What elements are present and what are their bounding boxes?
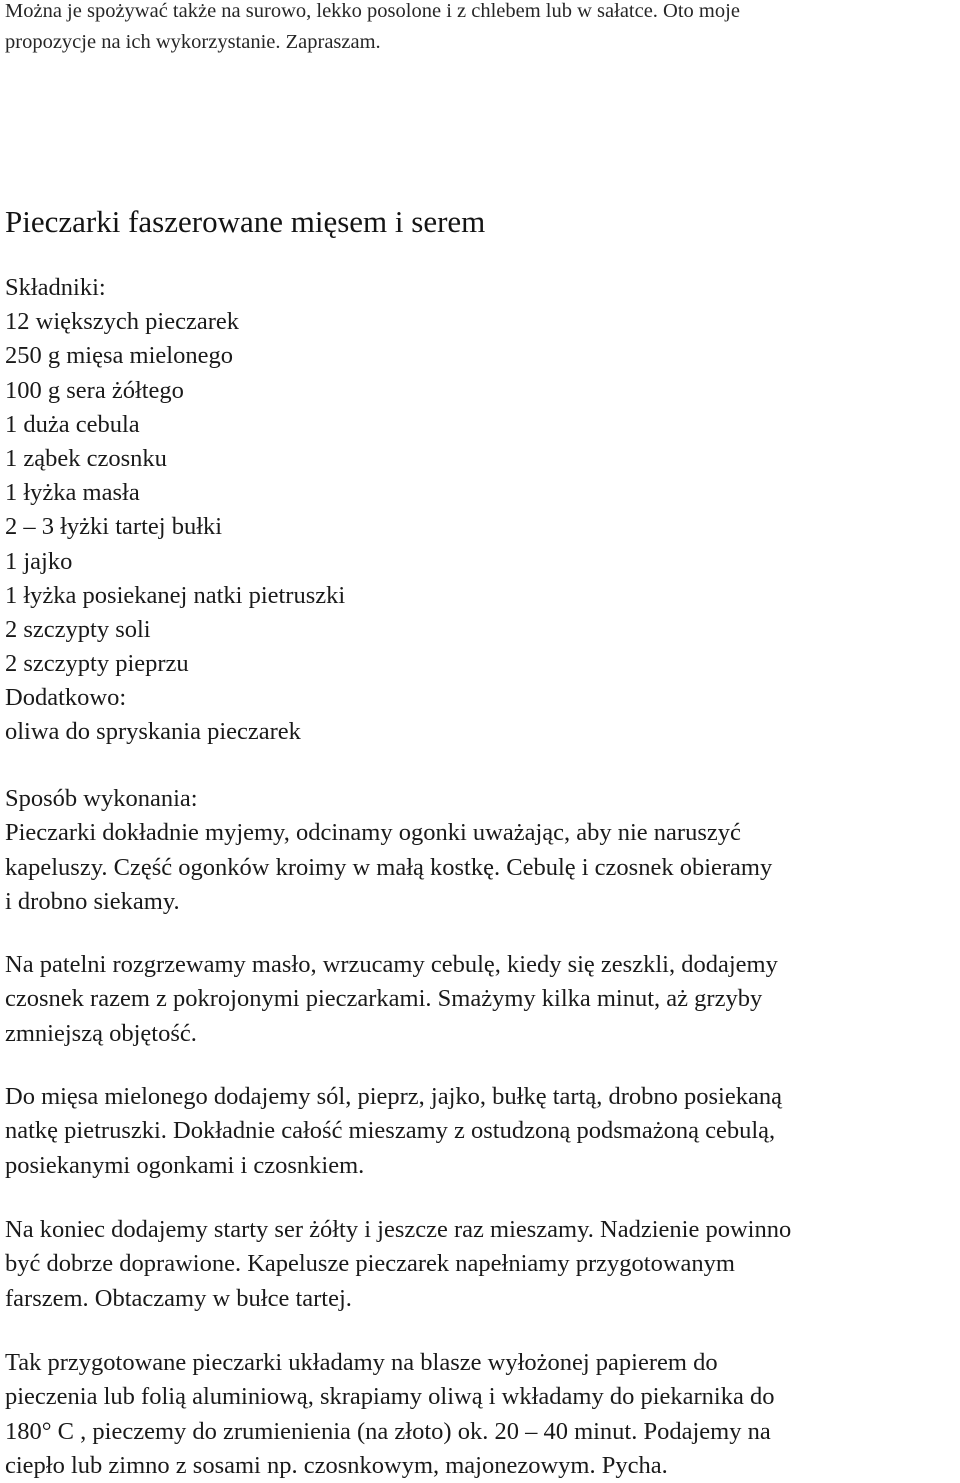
step-line: pieczenia lub folią aluminiową, skrapiamy oliwą i wkładamy do piekarnika do [5,1383,775,1411]
ingredient-item: 1 jajko [5,547,73,575]
ingredient-item: 2 – 3 łyżki tartej bułki [5,513,223,541]
step-line: kapeluszy. Część ogonków kroimy w małą kostkę. Cebulę i czosnek obieramy [5,853,773,881]
method-header: Sposób wykonania: [5,785,198,812]
step-line: ciepło lub zimno z sosami np. czosnkowym, majonezowym. Pycha. [5,1451,668,1479]
step-line: posiekanymi ogonkami i czosnkiem. [5,1151,365,1179]
method-step-3 [5,1080,960,1183]
step-line: Na patelni rozgrzewamy masło, wrzucamy cebulę, kiedy się zeszkli, dodajemy [5,951,778,978]
ingredients-block [5,271,345,750]
step-line: Tak przygotowane pieczarki układamy na blasze wyłożonej papierem do [5,1349,718,1376]
method-step-1 [5,782,960,919]
intro-paragraph [5,0,960,58]
step-line: Do mięsa mielonego dodajemy sól, pieprz, jajko, bułkę tartą, drobno posiekaną [5,1083,782,1110]
intro-line: propozycje na ich wykorzystanie. Zapraszam. [5,31,381,53]
recipe-title: Pieczarki faszerowane mięsem i serem [5,204,486,239]
step-line: i drobno siekamy. [5,887,180,915]
step-line: Pieczarki dokładnie myjemy, odcinamy ogonki uważając, aby nie naruszyć [5,819,741,847]
ingredient-item: 12 większych pieczarek [5,308,239,336]
method-section [5,782,960,919]
step-line: Na koniec dodajemy starty ser żółty i jeszcze raz mieszamy. Nadzienie powinno [5,1216,792,1243]
method-step-2 [5,948,960,1051]
ingredient-item: 1 ząbek czosnku [5,444,167,472]
extras-header: Dodatkowo: [5,684,127,712]
ingredient-item: 1 łyżka posiekanej natki pietruszki [5,581,346,609]
ingredient-item: 1 łyżka masła [5,479,140,507]
ingredient-item: 250 g mięsa mielonego [5,342,233,370]
ingredients-header: Składniki: [5,274,106,301]
ingredient-item: 1 duża cebula [5,410,140,438]
step-line: czosnek razem z pokrojonymi pieczarkami. Smażymy kilka minut, aż grzyby [5,985,763,1013]
method-step-5 [5,1346,960,1483]
method-step-4 [5,1213,960,1316]
step-line: być dobrze doprawione. Kapelusze pieczarek napełniamy przygotowanym [5,1250,735,1278]
step-line: zmniejszą objętość. [5,1019,197,1047]
step-line: 180° C , pieczemy do zrumienienia (na złoto) ok. 20 – 40 minut. Podajemy na [5,1417,771,1445]
ingredient-item: 100 g sera żółtego [5,376,184,404]
extra-item: oliwa do spryskania pieczarek [5,718,301,746]
ingredient-item: 2 szczypty soli [5,615,151,643]
step-line: natkę pietruszki. Dokładnie całość mieszamy z ostudzoną podsmażoną cebulą, [5,1117,776,1145]
intro-line: Można je spożywać także na surowo, lekko posolone i z chlebem lub w sałatce. Oto moje [5,0,740,22]
step-line: farszem. Obtaczamy w bułce tartej. [5,1284,352,1312]
ingredient-item: 2 szczypty pieprzu [5,650,189,678]
